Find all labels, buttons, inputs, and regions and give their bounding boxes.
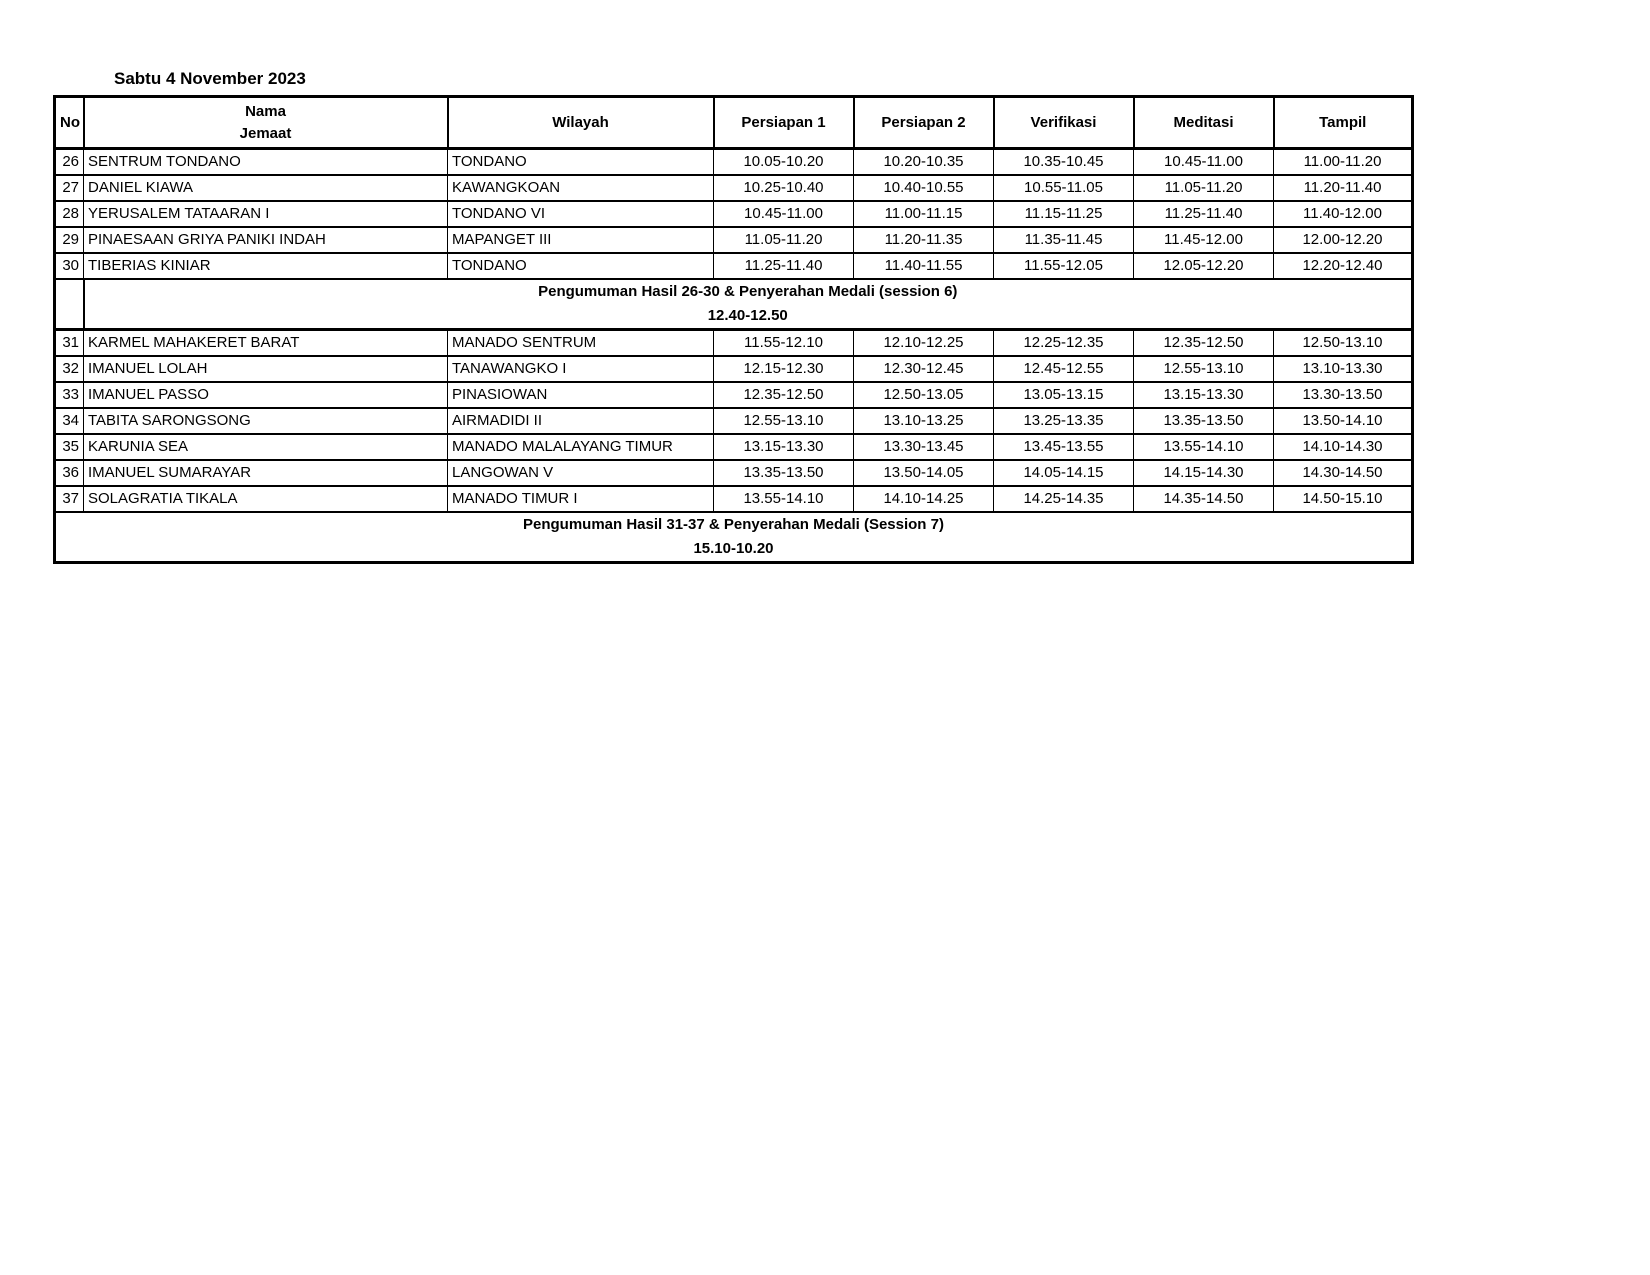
cell-persiapan-2: 10.40-10.55	[854, 175, 994, 201]
cell-persiapan-1: 12.15-12.30	[714, 356, 854, 382]
cell-meditasi: 14.15-14.30	[1134, 460, 1274, 486]
cell-verifikasi: 10.55-11.05	[994, 175, 1134, 201]
cell-persiapan-1: 10.45-11.00	[714, 201, 854, 227]
cell-wilayah: MANADO TIMUR I	[448, 486, 714, 512]
cell-nama: KARUNIA SEA	[84, 434, 448, 460]
cell-nama: IMANUEL LOLAH	[84, 356, 448, 382]
table-row	[55, 175, 1413, 201]
cell-persiapan-1: 10.05-10.20	[714, 149, 854, 176]
cell-meditasi: 12.05-12.20	[1134, 253, 1274, 279]
table-row	[55, 382, 1413, 408]
cell-persiapan-2: 11.20-11.35	[854, 227, 994, 253]
schedule-body	[55, 149, 1413, 563]
cell-meditasi: 10.45-11.00	[1134, 149, 1274, 176]
cell-no: 27	[55, 175, 84, 201]
cell-wilayah: TONDANO VI	[448, 201, 714, 227]
cell-no: 30	[55, 253, 84, 279]
table-row	[55, 330, 1413, 357]
cell-meditasi: 12.55-13.10	[1134, 356, 1274, 382]
page-title: Sabtu 4 November 2023	[114, 69, 306, 88]
cell-no: 31	[55, 330, 84, 357]
cell-persiapan-2: 12.50-13.05	[854, 382, 994, 408]
cell-no: 32	[55, 356, 84, 382]
table-row	[55, 486, 1413, 512]
cell-no: 29	[55, 227, 84, 253]
header-nama-line2: Jemaat	[239, 124, 292, 142]
cell-persiapan-2: 13.30-13.45	[854, 434, 994, 460]
cell-verifikasi: 14.05-14.15	[994, 460, 1134, 486]
cell-persiapan-2: 14.10-14.25	[854, 486, 994, 512]
cell-persiapan-2: 12.30-12.45	[854, 356, 994, 382]
announcement-row-session-6	[55, 279, 1413, 330]
announcement-time: 12.40-12.50	[707, 307, 788, 324]
cell-verifikasi: 14.25-14.35	[994, 486, 1134, 512]
header-persiapan-1: Persiapan 1	[714, 97, 854, 149]
cell-tampil: 11.40-12.00	[1274, 201, 1413, 227]
cell-verifikasi: 12.45-12.55	[994, 356, 1134, 382]
cell-persiapan-2: 12.10-12.25	[854, 330, 994, 357]
cell-no: 28	[55, 201, 84, 227]
cell-wilayah: KAWANGKOAN	[448, 175, 714, 201]
cell-persiapan-1: 13.55-14.10	[714, 486, 854, 512]
cell-nama: TIBERIAS KINIAR	[84, 253, 448, 279]
cell-tampil: 11.00-11.20	[1274, 149, 1413, 176]
cell-nama: IMANUEL SUMARAYAR	[84, 460, 448, 486]
announcement-text: Pengumuman Hasil 26-30 & Penyerahan Medali (session 6)	[538, 283, 958, 300]
cell-tampil: 12.00-12.20	[1274, 227, 1413, 253]
cell-verifikasi: 13.05-13.15	[994, 382, 1134, 408]
cell-verifikasi: 11.55-12.05	[994, 253, 1134, 279]
cell-tampil: 11.20-11.40	[1274, 175, 1413, 201]
cell-tampil: 12.50-13.10	[1274, 330, 1413, 357]
cell-persiapan-2: 13.10-13.25	[854, 408, 994, 434]
cell-verifikasi: 11.15-11.25	[994, 201, 1134, 227]
cell-meditasi: 13.15-13.30	[1134, 382, 1274, 408]
cell-tampil: 13.10-13.30	[1274, 356, 1413, 382]
cell-persiapan-1: 12.35-12.50	[714, 382, 854, 408]
cell-verifikasi: 13.45-13.55	[994, 434, 1134, 460]
cell-persiapan-1: 13.15-13.30	[714, 434, 854, 460]
cell-verifikasi: 12.25-12.35	[994, 330, 1134, 357]
header-meditasi: Meditasi	[1134, 97, 1274, 149]
header-nama-jemaat	[84, 97, 448, 149]
cell-meditasi: 11.45-12.00	[1134, 227, 1274, 253]
cell-persiapan-1: 10.25-10.40	[714, 175, 854, 201]
cell-verifikasi: 13.25-13.35	[994, 408, 1134, 434]
cell-nama: PINAESAAN GRIYA PANIKI INDAH	[84, 227, 448, 253]
cell-wilayah: PINASIOWAN	[448, 382, 714, 408]
announcement-row-session-7	[55, 512, 1413, 563]
cell-persiapan-1: 12.55-13.10	[714, 408, 854, 434]
header-wilayah: Wilayah	[448, 97, 714, 149]
cell-tampil: 14.50-15.10	[1274, 486, 1413, 512]
cell-persiapan-2: 13.50-14.05	[854, 460, 994, 486]
table-row	[55, 434, 1413, 460]
cell-persiapan-2: 11.00-11.15	[854, 201, 994, 227]
cell-wilayah: TONDANO	[448, 149, 714, 176]
announcement-session-7	[55, 512, 1413, 563]
header-nama-line1: Nama	[245, 102, 286, 120]
announcement-text: Pengumuman Hasil 31-37 & Penyerahan Medali (Session 7)	[523, 516, 944, 533]
cell-persiapan-1: 13.35-13.50	[714, 460, 854, 486]
header-tampil: Tampil	[1274, 97, 1413, 149]
cell-persiapan-2: 11.40-11.55	[854, 253, 994, 279]
cell-nama: DANIEL KIAWA	[84, 175, 448, 201]
announcement-time: 15.10-10.20	[693, 540, 774, 557]
cell-tampil: 13.50-14.10	[1274, 408, 1413, 434]
cell-no: 33	[55, 382, 84, 408]
cell-tampil: 13.30-13.50	[1274, 382, 1413, 408]
cell-persiapan-1: 11.25-11.40	[714, 253, 854, 279]
cell-meditasi: 13.35-13.50	[1134, 408, 1274, 434]
cell-wilayah: LANGOWAN V	[448, 460, 714, 486]
cell-meditasi: 11.25-11.40	[1134, 201, 1274, 227]
table-row	[55, 201, 1413, 227]
cell-no: 36	[55, 460, 84, 486]
cell-wilayah: MAPANGET III	[448, 227, 714, 253]
cell-wilayah: MANADO SENTRUM	[448, 330, 714, 357]
table-row	[55, 356, 1413, 382]
cell-tampil: 14.10-14.30	[1274, 434, 1413, 460]
cell-wilayah: AIRMADIDI II	[448, 408, 714, 434]
cell-wilayah: TANAWANGKO I	[448, 356, 714, 382]
table-row	[55, 460, 1413, 486]
cell-tampil: 12.20-12.40	[1274, 253, 1413, 279]
cell-nama: SOLAGRATIA TIKALA	[84, 486, 448, 512]
announcement-session-6	[84, 279, 1413, 330]
cell-nama: KARMEL MAHAKERET BARAT	[84, 330, 448, 357]
header-no: No	[55, 97, 84, 149]
cell-verifikasi: 10.35-10.45	[994, 149, 1134, 176]
cell-nama: TABITA SARONGSONG	[84, 408, 448, 434]
cell-no: 35	[55, 434, 84, 460]
cell-verifikasi: 11.35-11.45	[994, 227, 1134, 253]
cell-persiapan-2: 10.20-10.35	[854, 149, 994, 176]
cell-nama: SENTRUM TONDANO	[84, 149, 448, 176]
cell-persiapan-1: 11.05-11.20	[714, 227, 854, 253]
header-persiapan-2: Persiapan 2	[854, 97, 994, 149]
schedule-table	[53, 95, 1414, 564]
cell-nama: IMANUEL PASSO	[84, 382, 448, 408]
table-row	[55, 253, 1413, 279]
table-row	[55, 227, 1413, 253]
cell-no: 37	[55, 486, 84, 512]
cell-tampil: 14.30-14.50	[1274, 460, 1413, 486]
cell-meditasi: 11.05-11.20	[1134, 175, 1274, 201]
cell-meditasi: 12.35-12.50	[1134, 330, 1274, 357]
cell-wilayah: TONDANO	[448, 253, 714, 279]
announcement-blank-cell	[55, 279, 84, 330]
table-row	[55, 408, 1413, 434]
table-row	[55, 149, 1413, 176]
header-verifikasi: Verifikasi	[994, 97, 1134, 149]
cell-wilayah: MANADO MALALAYANG TIMUR	[448, 434, 714, 460]
cell-no: 34	[55, 408, 84, 434]
header-row	[55, 97, 1413, 149]
cell-nama: YERUSALEM TATAARAN I	[84, 201, 448, 227]
cell-meditasi: 14.35-14.50	[1134, 486, 1274, 512]
cell-meditasi: 13.55-14.10	[1134, 434, 1274, 460]
cell-no: 26	[55, 149, 84, 176]
cell-persiapan-1: 11.55-12.10	[714, 330, 854, 357]
